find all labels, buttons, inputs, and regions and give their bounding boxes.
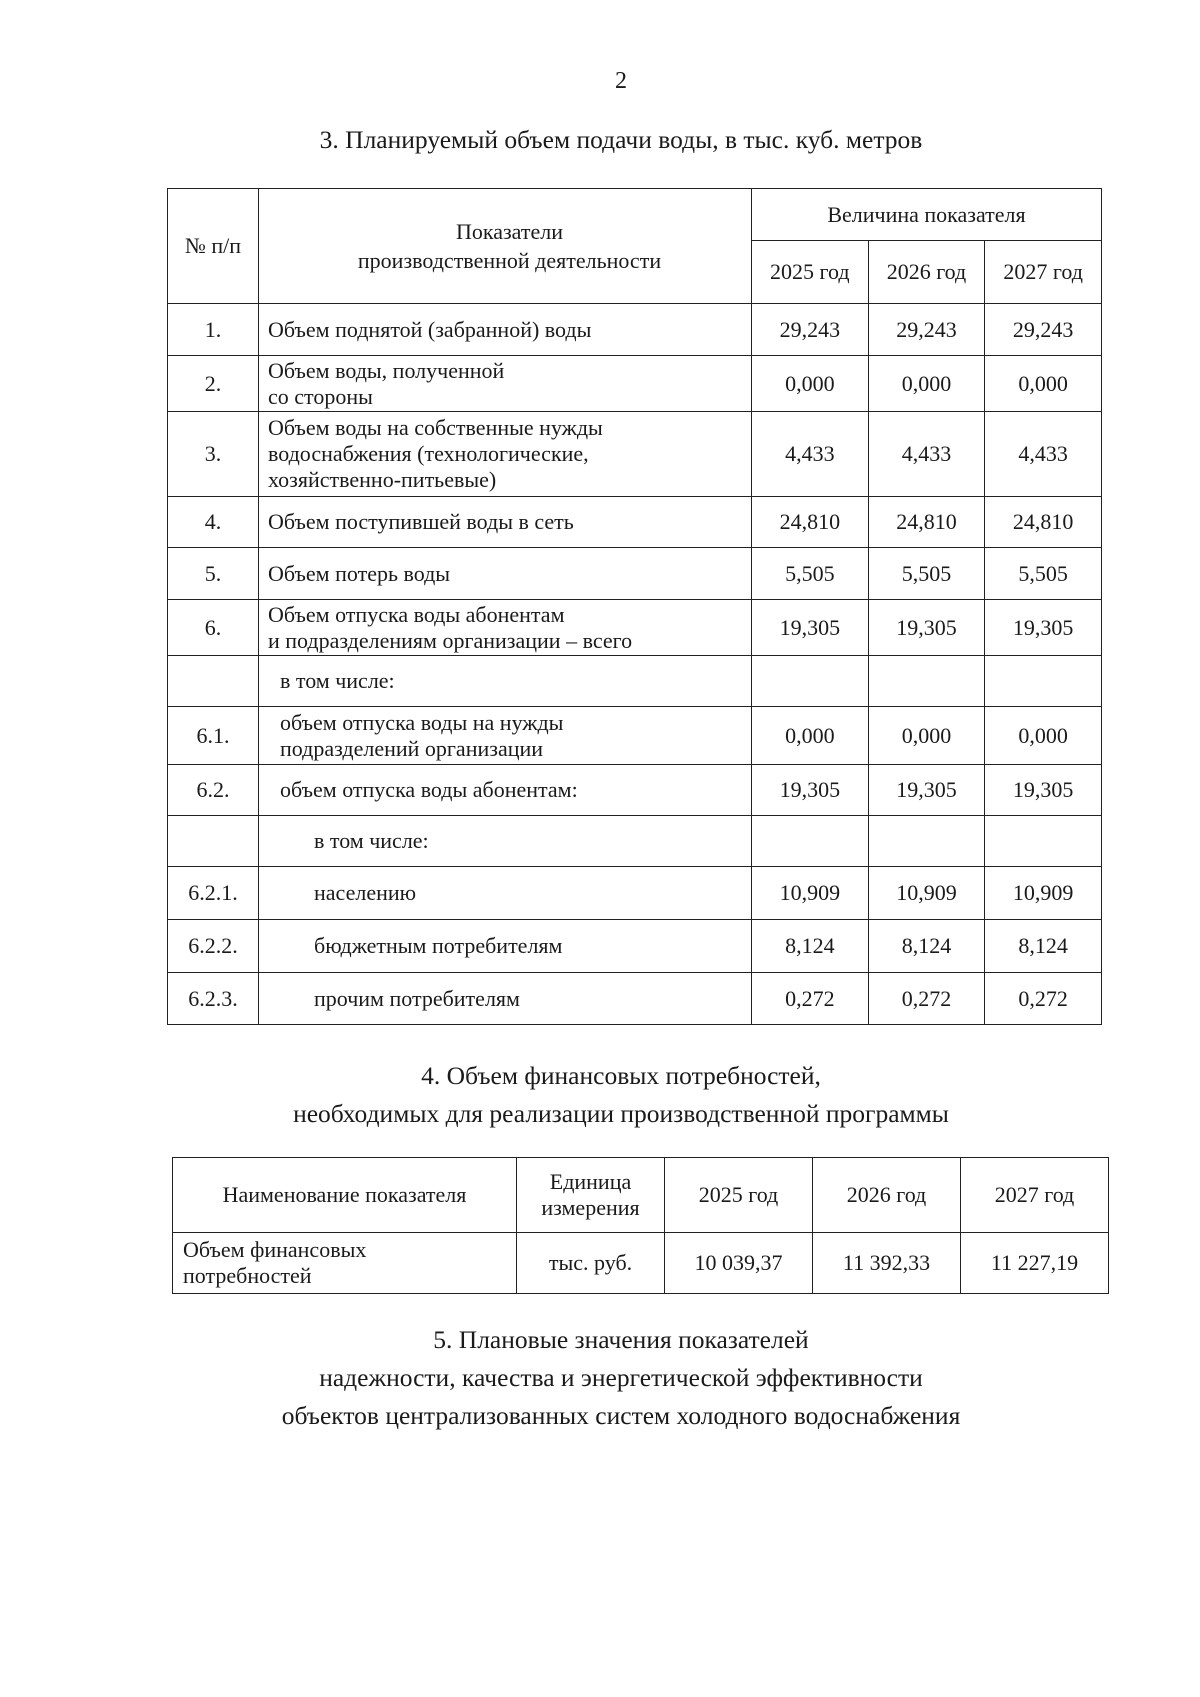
cell-2027: 0,000 bbox=[985, 707, 1102, 765]
table-row bbox=[168, 600, 1102, 656]
cell-2025: 24,810 bbox=[752, 497, 869, 548]
cell-2026: 10,909 bbox=[868, 867, 985, 920]
table-header-row bbox=[168, 189, 1102, 241]
cell-2026: 11 392,33 bbox=[813, 1233, 961, 1294]
header-name: Наименование показателя bbox=[173, 1158, 517, 1233]
cell-2025: 10,909 bbox=[752, 867, 869, 920]
table-row bbox=[168, 867, 1102, 920]
cell-2026: 0,000 bbox=[868, 707, 985, 765]
cell-2027: 24,810 bbox=[985, 497, 1102, 548]
cell-2027: 4,433 bbox=[985, 412, 1102, 497]
table-row bbox=[168, 765, 1102, 816]
table-row bbox=[168, 816, 1102, 867]
table-row bbox=[168, 356, 1102, 412]
row-name: населению bbox=[259, 867, 752, 920]
table-row bbox=[168, 548, 1102, 600]
header-num: № п/п bbox=[168, 189, 259, 304]
header-year-2026: 2026 год bbox=[868, 241, 985, 304]
row-num bbox=[168, 656, 259, 707]
cell-2027 bbox=[985, 816, 1102, 867]
cell-2025: 10 039,37 bbox=[665, 1233, 813, 1294]
row-name: бюджетным потребителям bbox=[259, 920, 752, 973]
cell-2026 bbox=[868, 656, 985, 707]
section-3-title: 3. Планируемый объем подачи воды, в тыс. куб. метров bbox=[319, 125, 923, 154]
cell-2027: 5,505 bbox=[985, 548, 1102, 600]
row-num: 6. bbox=[168, 600, 259, 656]
table-row bbox=[168, 497, 1102, 548]
header-year-2027: 2027 год bbox=[961, 1158, 1109, 1233]
row-name: в том числе: bbox=[259, 656, 752, 707]
cell-2025: 0,272 bbox=[752, 973, 869, 1025]
header-year-2025: 2025 год bbox=[752, 241, 869, 304]
section-4-title: 4. Объем финансовых потребностей, необходимых для реализации производственной программы bbox=[293, 1061, 949, 1128]
table-row bbox=[168, 973, 1102, 1025]
cell-2027 bbox=[985, 656, 1102, 707]
row-name: Объем потерь воды bbox=[259, 548, 752, 600]
cell-2025: 19,305 bbox=[752, 600, 869, 656]
header-year-2026: 2026 год bbox=[813, 1158, 961, 1233]
cell-2026: 24,810 bbox=[868, 497, 985, 548]
row-num: 5. bbox=[168, 548, 259, 600]
row-name: объем отпуска воды абонентам: bbox=[259, 765, 752, 816]
cell-2027: 19,305 bbox=[985, 600, 1102, 656]
cell-2027: 29,243 bbox=[985, 304, 1102, 356]
row-name: объем отпуска воды на нужды подразделений организации bbox=[259, 707, 752, 765]
row-num: 6.2.3. bbox=[168, 973, 259, 1025]
header-unit: Единица измерения bbox=[517, 1158, 665, 1233]
table-header-row bbox=[173, 1158, 1109, 1233]
table-row bbox=[168, 412, 1102, 497]
water-supply-table bbox=[167, 188, 1102, 1025]
cell-2027: 8,124 bbox=[985, 920, 1102, 973]
header-year-2027: 2027 год bbox=[985, 241, 1102, 304]
cell-2027: 10,909 bbox=[985, 867, 1102, 920]
cell-2025: 8,124 bbox=[752, 920, 869, 973]
row-num: 4. bbox=[168, 497, 259, 548]
cell-2027: 0,000 bbox=[985, 356, 1102, 412]
financial-needs-table bbox=[172, 1157, 1109, 1294]
row-name: Объем воды, полученной со стороны bbox=[259, 356, 752, 412]
row-num: 6.2.1. bbox=[168, 867, 259, 920]
row-num: 6.2. bbox=[168, 765, 259, 816]
header-indicator: Показатели производственной деятельности bbox=[259, 189, 752, 304]
row-name: в том числе: bbox=[259, 816, 752, 867]
cell-2026: 8,124 bbox=[868, 920, 985, 973]
table-row bbox=[168, 656, 1102, 707]
cell-2025: 4,433 bbox=[752, 412, 869, 497]
row-unit: тыс. руб. bbox=[517, 1233, 665, 1294]
header-value-group: Величина показателя bbox=[752, 189, 1102, 241]
cell-2027: 19,305 bbox=[985, 765, 1102, 816]
cell-2027: 0,272 bbox=[985, 973, 1102, 1025]
cell-2025 bbox=[752, 656, 869, 707]
cell-2025 bbox=[752, 816, 869, 867]
row-num: 6.2.2. bbox=[168, 920, 259, 973]
table-row bbox=[173, 1233, 1109, 1294]
section-5-title: 5. Плановые значения показателей надежности, качества и энергетической эффективности объектов централизованных систем холодного водоснабжения bbox=[281, 1325, 961, 1430]
row-num: 1. bbox=[168, 304, 259, 356]
row-name: Объем воды на собственные нужды водоснабжения (технологические, хозяйственно-питьевые) bbox=[259, 412, 752, 497]
row-num: 3. bbox=[168, 412, 259, 497]
cell-2026: 19,305 bbox=[868, 765, 985, 816]
cell-2026 bbox=[868, 816, 985, 867]
row-name: Объем отпуска воды абонентам и подразделениям организации – всего bbox=[259, 600, 752, 656]
table-row bbox=[168, 920, 1102, 973]
row-name: Объем финансовых потребностей bbox=[173, 1233, 517, 1294]
table-row bbox=[168, 304, 1102, 356]
row-name: прочим потребителям bbox=[259, 973, 752, 1025]
row-name: Объем поступившей воды в сеть bbox=[259, 497, 752, 548]
row-num: 2. bbox=[168, 356, 259, 412]
cell-2025: 0,000 bbox=[752, 707, 869, 765]
cell-2026: 29,243 bbox=[868, 304, 985, 356]
cell-2027: 11 227,19 bbox=[961, 1233, 1109, 1294]
cell-2025: 29,243 bbox=[752, 304, 869, 356]
cell-2026: 0,000 bbox=[868, 356, 985, 412]
row-num: 6.1. bbox=[168, 707, 259, 765]
row-name: Объем поднятой (забранной) воды bbox=[259, 304, 752, 356]
cell-2026: 5,505 bbox=[868, 548, 985, 600]
cell-2025: 19,305 bbox=[752, 765, 869, 816]
table-row bbox=[168, 707, 1102, 765]
cell-2025: 5,505 bbox=[752, 548, 869, 600]
row-num bbox=[168, 816, 259, 867]
header-year-2025: 2025 год bbox=[665, 1158, 813, 1233]
cell-2025: 0,000 bbox=[752, 356, 869, 412]
cell-2026: 4,433 bbox=[868, 412, 985, 497]
cell-2026: 19,305 bbox=[868, 600, 985, 656]
cell-2026: 0,272 bbox=[868, 973, 985, 1025]
page-number: 2 bbox=[615, 68, 627, 94]
